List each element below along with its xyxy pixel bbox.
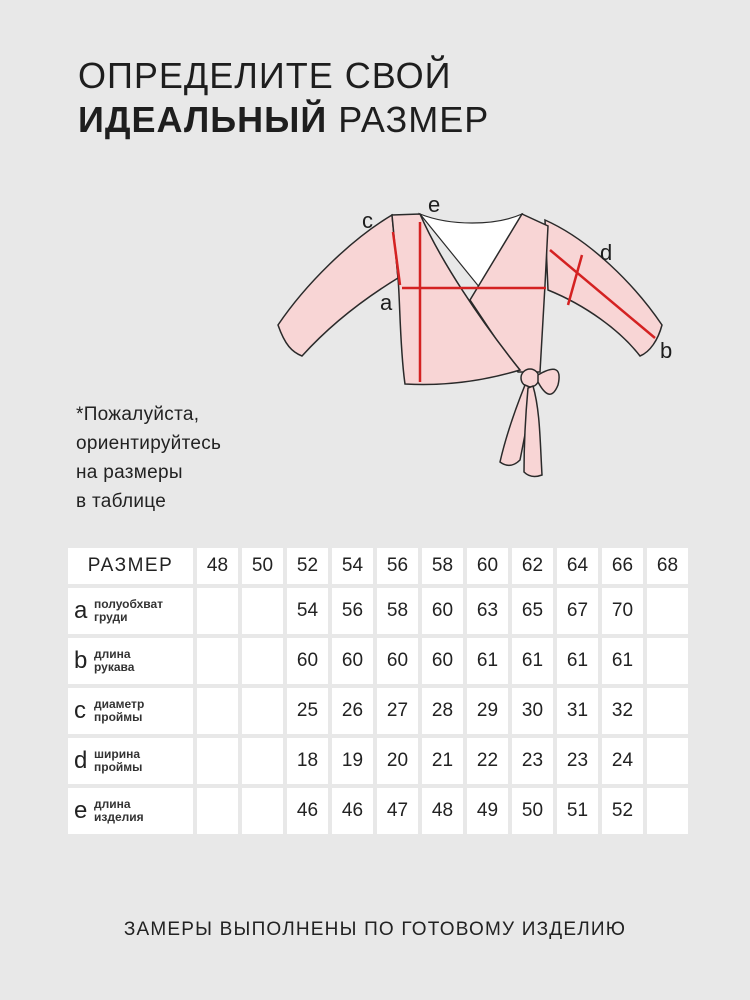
size-value-cell: [242, 638, 283, 684]
title-line-2: [78, 98, 678, 142]
size-value-cell: 51: [557, 788, 598, 834]
size-value-cell: 24: [602, 738, 643, 784]
bow-tail-right: [524, 386, 542, 476]
size-header-cell: 62: [512, 548, 553, 584]
size-value-cell: [242, 788, 283, 834]
size-value-cell: [647, 688, 688, 734]
size-value-cell: 23: [557, 738, 598, 784]
size-value-cell: 58: [377, 588, 418, 634]
size-value-cell: [647, 638, 688, 684]
page-title: [78, 54, 678, 142]
size-value-cell: 30: [512, 688, 553, 734]
size-table-header-row: [68, 548, 688, 584]
size-value-cell: 27: [377, 688, 418, 734]
left-sleeve: [278, 215, 398, 356]
size-header-cell: 56: [377, 548, 418, 584]
size-value-cell: [647, 788, 688, 834]
measure-name: [94, 798, 144, 824]
size-table: [64, 544, 692, 838]
size-header-cell: 58: [422, 548, 463, 584]
size-value-cell: 25: [287, 688, 328, 734]
size-value-cell: 61: [467, 638, 508, 684]
size-value-cell: [647, 738, 688, 784]
table-row: [68, 788, 688, 834]
label-a: a: [380, 290, 393, 315]
measure-letter: e: [74, 797, 88, 824]
measure-name: [94, 598, 163, 624]
measure-letter: c: [74, 697, 86, 724]
measure-name: [94, 748, 142, 774]
note-line: на размеры: [76, 462, 183, 483]
measure-name-line: длина: [94, 647, 131, 661]
measure-letter: b: [74, 647, 88, 674]
size-value-cell: 61: [602, 638, 643, 684]
measure-name-line: груди: [94, 610, 128, 624]
size-value-cell: 49: [467, 788, 508, 834]
size-header-cell: 68: [647, 548, 688, 584]
size-value-cell: 56: [332, 588, 373, 634]
size-note: [76, 400, 336, 516]
measure-name-line: полуобхват: [94, 597, 164, 611]
measure-name-line: диаметр: [94, 697, 145, 711]
size-header-cell: 54: [332, 548, 373, 584]
size-value-cell: [197, 638, 238, 684]
measure-name-line: изделия: [94, 810, 144, 824]
measure-label-cell: [68, 788, 193, 834]
size-header-cell: 60: [467, 548, 508, 584]
measure-label-cell: [68, 588, 193, 634]
size-value-cell: 28: [422, 688, 463, 734]
measure-label-cell: [68, 738, 193, 784]
size-value-cell: 29: [467, 688, 508, 734]
size-value-cell: 61: [557, 638, 598, 684]
size-value-cell: 63: [467, 588, 508, 634]
size-value-cell: 54: [287, 588, 328, 634]
table-row: [68, 738, 688, 784]
size-value-cell: 52: [602, 788, 643, 834]
measure-label: [74, 598, 193, 624]
measure-letter: a: [74, 597, 88, 624]
size-value-cell: [197, 588, 238, 634]
table-row: [68, 588, 688, 634]
note-line: ориентируйтесь: [76, 433, 222, 454]
measure-label: [74, 698, 193, 724]
size-value-cell: 22: [467, 738, 508, 784]
size-value-cell: 60: [377, 638, 418, 684]
size-value-cell: 46: [332, 788, 373, 834]
size-value-cell: 32: [602, 688, 643, 734]
size-value-cell: 46: [287, 788, 328, 834]
title-rest-word: РАЗМЕР: [338, 99, 490, 140]
table-row: [68, 688, 688, 734]
title-bold-word: ИДЕАЛЬНЫЙ: [78, 99, 328, 140]
size-value-cell: 21: [422, 738, 463, 784]
size-value-cell: 47: [377, 788, 418, 834]
size-value-cell: [197, 788, 238, 834]
note-line: *Пожалуйста,: [76, 404, 200, 425]
size-header-cell: 66: [602, 548, 643, 584]
measure-name-line: ширина: [94, 747, 141, 761]
label-c: c: [362, 208, 373, 233]
measure-name-line: проймы: [94, 710, 143, 724]
label-b: b: [660, 338, 673, 363]
measure-label: [74, 748, 193, 774]
measure-name: [94, 698, 144, 724]
size-value-cell: [242, 688, 283, 734]
measure-name-line: длина: [94, 797, 131, 811]
header-label-cell: РАЗМЕР: [68, 548, 193, 584]
size-value-cell: [197, 738, 238, 784]
size-value-cell: 65: [512, 588, 553, 634]
measure-name-line: проймы: [94, 760, 143, 774]
measure-letter: d: [74, 747, 88, 774]
note-line: в таблице: [76, 491, 167, 512]
size-value-cell: [242, 588, 283, 634]
size-header-cell: 50: [242, 548, 283, 584]
size-value-cell: [647, 588, 688, 634]
title-line-1: ОПРЕДЕЛИТЕ СВОЙ: [78, 55, 452, 96]
size-value-cell: [242, 738, 283, 784]
size-table-body: [68, 548, 688, 834]
size-header-cell: 52: [287, 548, 328, 584]
size-header-cell: 64: [557, 548, 598, 584]
measure-name: [94, 648, 134, 674]
label-d: d: [600, 240, 613, 265]
table-row: [68, 638, 688, 684]
footer-note: ЗАМЕРЫ ВЫПОЛНЕНЫ ПО ГОТОВОМУ ИЗДЕЛИЮ: [123, 919, 627, 940]
measure-label-cell: [68, 638, 193, 684]
bow-loop-upper: [538, 369, 559, 394]
bow-knot: [521, 369, 539, 387]
measure-name-line: рукава: [94, 660, 135, 674]
size-value-cell: 26: [332, 688, 373, 734]
size-value-cell: 31: [557, 688, 598, 734]
measure-label: [74, 798, 193, 824]
size-value-cell: 18: [287, 738, 328, 784]
size-value-cell: 19: [332, 738, 373, 784]
size-header-cell: 48: [197, 548, 238, 584]
size-value-cell: 60: [422, 588, 463, 634]
label-e: e: [428, 192, 441, 217]
size-value-cell: 23: [512, 738, 553, 784]
size-value-cell: 50: [512, 788, 553, 834]
size-value-cell: 20: [377, 738, 418, 784]
size-value-cell: 60: [332, 638, 373, 684]
measure-label-cell: [68, 688, 193, 734]
size-value-cell: 70: [602, 588, 643, 634]
size-value-cell: 61: [512, 638, 553, 684]
measure-label: [74, 648, 193, 674]
size-value-cell: 48: [422, 788, 463, 834]
size-value-cell: 67: [557, 588, 598, 634]
size-value-cell: 60: [287, 638, 328, 684]
size-value-cell: 60: [422, 638, 463, 684]
size-value-cell: [197, 688, 238, 734]
